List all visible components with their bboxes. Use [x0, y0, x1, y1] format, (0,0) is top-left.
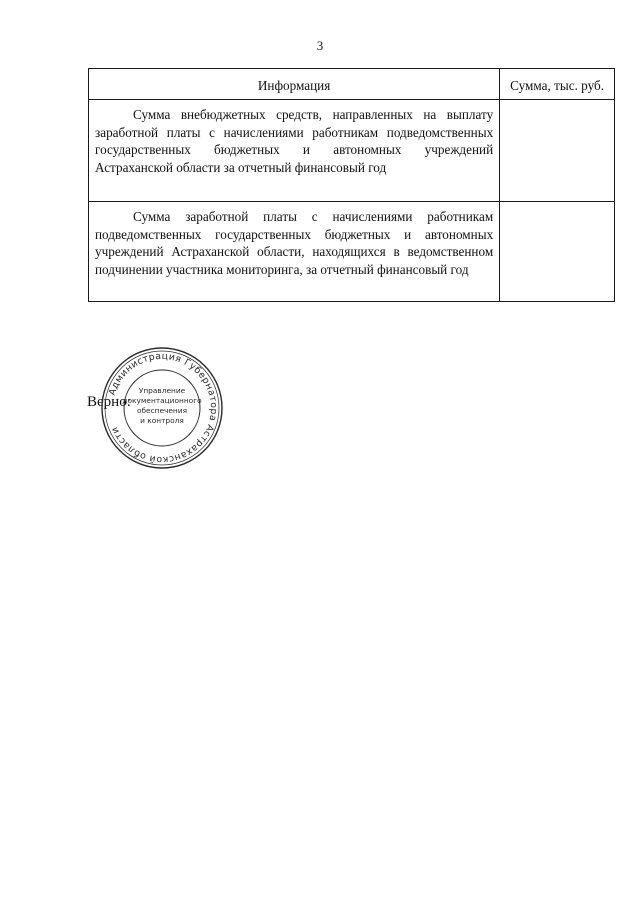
seal-inner-line: обеспечения	[136, 406, 188, 415]
verified-label: Верно:	[87, 394, 131, 410]
sum-cell	[500, 202, 615, 302]
info-cell	[89, 202, 500, 302]
info-cell	[89, 100, 500, 202]
info-text: Сумма заработной платы с начислениями работникам подведомственных государственных бюджетных и автономных учреждений Астраханской области, находящихся в ведомственном подчинении участника мониторинга, за отчетный финансовый год	[95, 209, 494, 277]
info-text: Сумма внебюджетных средств, направленных на выплату заработной платы с начислениями работникам подведомственных государственных бюджетных и автономных учреждений Астраханской области за отчетный финансовый год	[95, 107, 494, 175]
table-row	[89, 100, 615, 202]
seal-inner-line: Управление	[138, 386, 186, 395]
table-header-row	[89, 69, 615, 100]
info-table	[88, 68, 615, 302]
page-number: 3	[316, 38, 324, 53]
table-row	[89, 202, 615, 302]
seal-inner-line: документационного	[122, 396, 202, 405]
official-seal	[100, 346, 224, 470]
seal-inner-line: и контроля	[140, 416, 184, 425]
header-sum: Сумма, тыс. руб.	[500, 69, 615, 100]
header-info: Информация	[89, 69, 500, 100]
seal-ring-text: Администрация Губернатора Астраханской области	[106, 350, 220, 466]
sum-cell	[500, 100, 615, 202]
